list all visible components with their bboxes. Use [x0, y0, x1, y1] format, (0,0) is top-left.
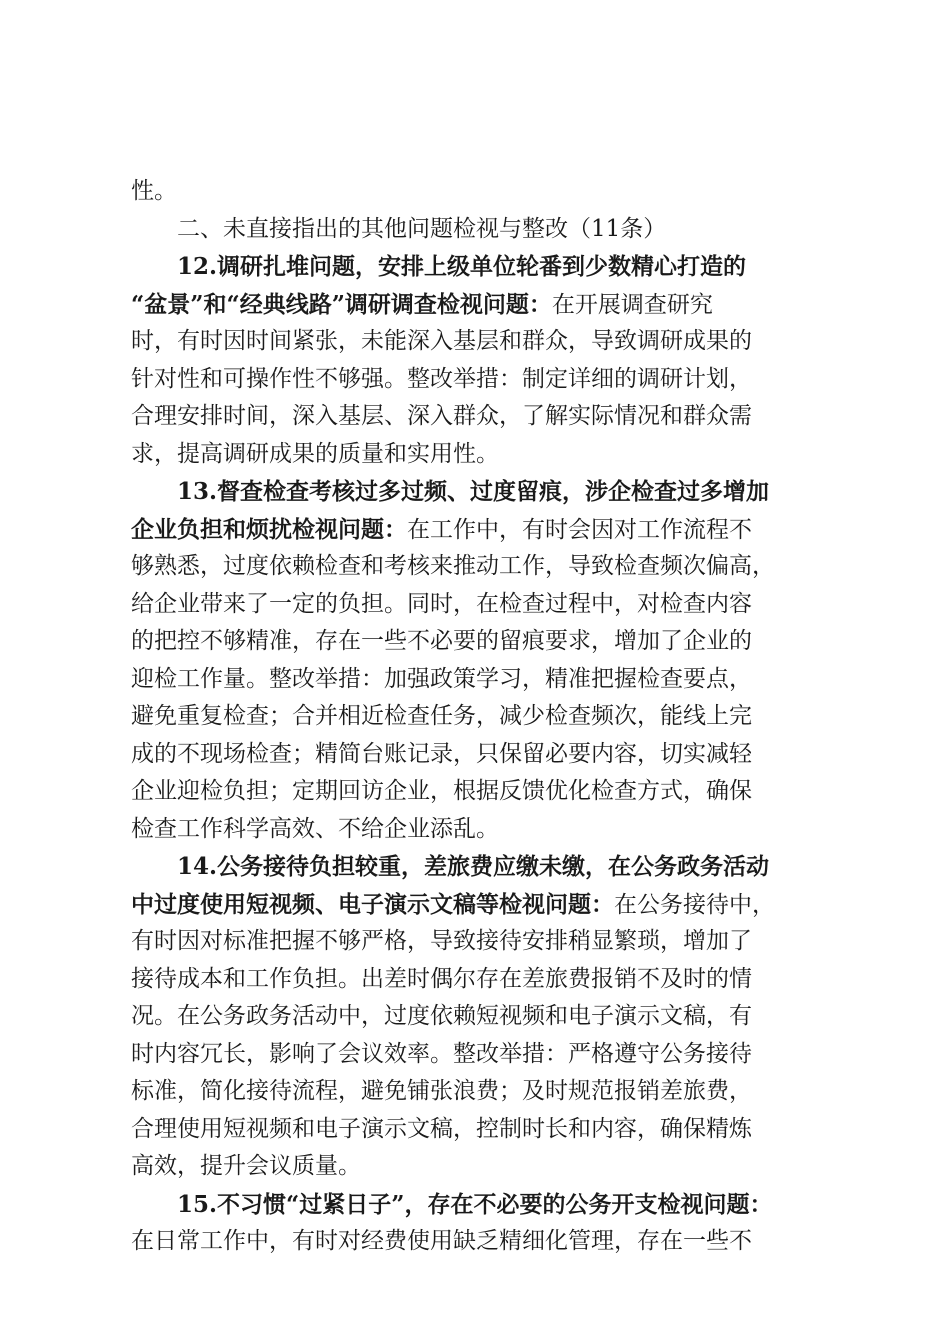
bold-text-segment: 企业负担和烦扰检视问题：: [131, 515, 407, 543]
text-segment: 的把控不够精准，存在一些不必要的留痕要求，增加了企业的: [131, 628, 752, 654]
text-line: [131, 698, 831, 736]
bold-text-segment: “盆景”和“经典线路”调研调查检视问题：: [131, 290, 552, 318]
text-segment: 在工作中，有时会因对工作流程不: [407, 516, 752, 543]
bold-text-segment: 13.督查检查考核过多过频、过度留痕，涉企检查过多增加: [177, 478, 770, 505]
text-line: [131, 1186, 831, 1224]
text-line: [131, 1148, 831, 1186]
text-segment: 接待成本和工作负担。出差时偶尔存在差旅费报销不及时的情: [131, 965, 752, 992]
text-segment: 够熟悉，过度依赖检查和考核来推动工作，导致检查频次偏高，: [131, 553, 775, 579]
text-line: [131, 436, 831, 474]
text-line: [131, 473, 831, 511]
text-segment: 避免重复检查；合并相近检查任务，减少检查频次，能线上完: [131, 703, 752, 729]
text-segment: 二、未直接指出的其他问题检视与整改（11条）: [177, 215, 667, 242]
text-segment: 针对性和可操作性不够强。整改举措：制定详细的调研计划，: [131, 365, 752, 392]
text-segment: 高效，提升会议质量。: [131, 1153, 361, 1179]
text-line: [131, 398, 831, 436]
text-segment: 在开展调查研究: [551, 291, 713, 318]
text-line: [131, 998, 831, 1036]
text-line: [131, 1036, 831, 1074]
text-segment: 企业迎检负担；定期回访企业，根据反馈优化检查方式，确保: [131, 778, 752, 804]
bold-text-segment: 14.公务接待负担较重，差旅费应缴未缴，在公务政务活动: [177, 853, 770, 880]
bold-text-segment: 12.调研扎堆问题，安排上级单位轮番到少数精心打造的: [177, 253, 747, 280]
text-line: [131, 361, 831, 399]
text-line: [131, 773, 831, 811]
text-segment: 标准，简化接待流程，避免铺张浪费；及时规范报销差旅费，: [131, 1078, 752, 1104]
text-segment: 性。: [131, 178, 177, 204]
text-line: [131, 511, 831, 549]
text-line: [131, 661, 831, 699]
text-segment: 检查工作科学高效、不给企业添乱。: [131, 815, 499, 842]
text-line: [131, 173, 831, 211]
text-segment: 在日常工作中，有时对经费使用缺乏精细化管理，存在一些不: [131, 1228, 752, 1254]
bold-text-segment: 15.不习惯“过紧日子”，存在不必要的公务开支检视问题：: [177, 1190, 773, 1218]
text-line: [131, 323, 831, 361]
text-segment: 合理安排时间，深入基层、深入群众，了解实际情况和群众需: [131, 403, 752, 429]
text-line: [131, 923, 831, 961]
text-segment: 求，提高调研成果的质量和实用性。: [131, 440, 499, 467]
text-segment: 在公务接待中，: [614, 891, 775, 918]
text-line: [131, 211, 831, 249]
text-segment: 给企业带来了一定的负担。同时，在检查过程中，对检查内容: [131, 590, 752, 617]
text-line: [131, 248, 831, 286]
text-line: [131, 586, 831, 624]
text-segment: 有时因对标准把握不够严格，导致接待安排稍显繁琐，增加了: [131, 928, 752, 954]
text-segment: 成的不现场检查；精简台账记录，只保留必要内容，切实减轻: [131, 740, 752, 767]
text-line: [131, 736, 831, 774]
bold-text-segment: 中过度使用短视频、电子演示文稿等检视问题：: [131, 890, 614, 918]
text-line: [131, 848, 831, 886]
text-segment: 合理使用短视频和电子演示文稿，控制时长和内容，确保精炼: [131, 1115, 752, 1142]
text-line: [131, 1073, 831, 1111]
text-line: [131, 548, 831, 586]
text-segment: 时内容冗长，影响了会议效率。整改举措：严格遵守公务接待: [131, 1040, 752, 1067]
text-line: [131, 623, 831, 661]
text-line: [131, 961, 831, 999]
text-line: [131, 286, 831, 324]
text-segment: 时，有时因时间紧张，未能深入基层和群众，导致调研成果的: [131, 328, 752, 354]
text-line: [131, 1111, 831, 1149]
text-line: [131, 1223, 831, 1261]
text-segment: 迎检工作量。整改举措：加强政策学习，精准把握检查要点，: [131, 665, 752, 692]
document-body: [131, 173, 831, 1261]
text-line: [131, 811, 831, 849]
text-line: [131, 886, 831, 924]
text-segment: 况。在公务政务活动中，过度依赖短视频和电子演示文稿，有: [131, 1003, 752, 1029]
